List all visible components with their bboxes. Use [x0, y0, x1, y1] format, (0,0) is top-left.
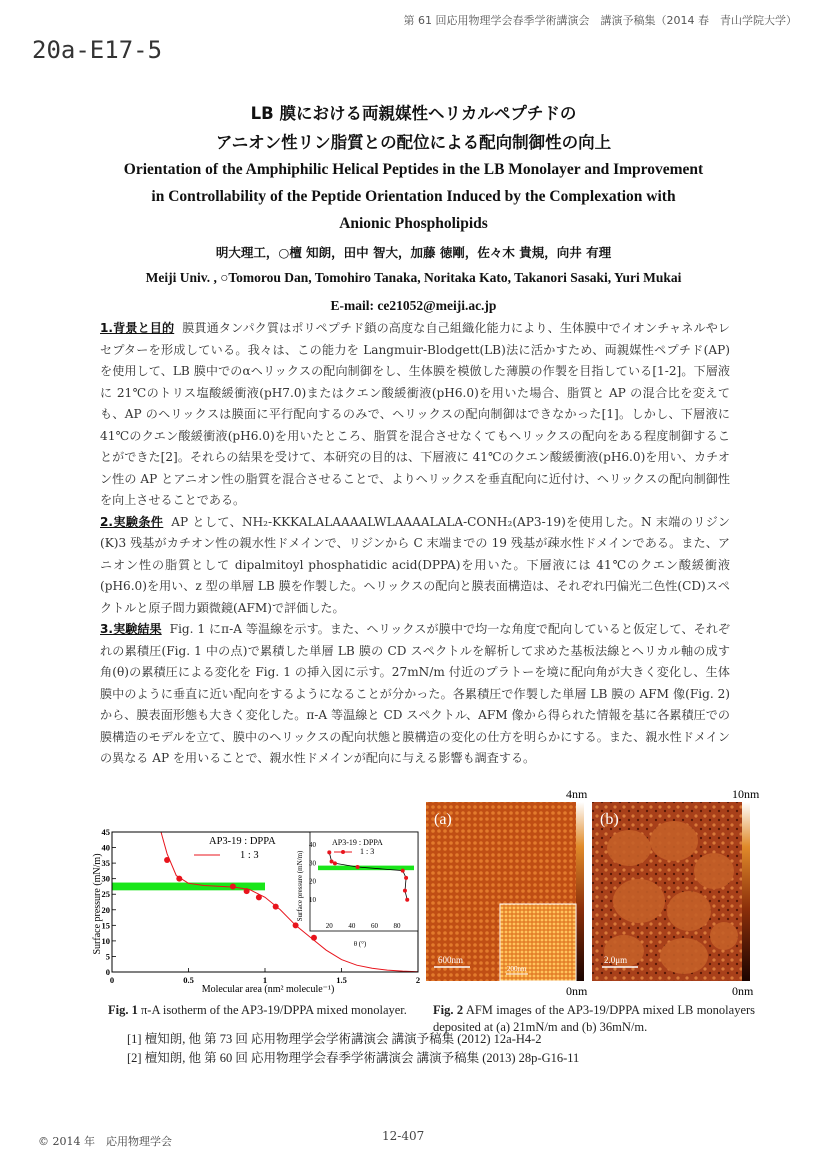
data-point	[176, 876, 182, 882]
reference-item: [2] 檀知朗, 他 第 60 回 応用物理学会春季学術講演会 講演予稿集 (2013) 28p-G16-11	[127, 1051, 580, 1065]
section-conditions	[100, 512, 730, 620]
authors-en: Meiji Univ. , ○Tomorou Dan, Tomohiro Tanaka, Noritaka Kato, Takanori Sasaki, Yuri Mukai	[145, 270, 682, 285]
inset-y-tick-label: 10	[309, 895, 316, 904]
inset-y-label: Surface pressure (mN/m)	[296, 850, 304, 922]
y-axis-label: Surface pressure (mN/m)	[92, 853, 103, 955]
fig1-caption-label: Fig. 1	[108, 1003, 138, 1017]
afm-label-a: (a)	[434, 811, 452, 828]
x-tick-label: 1	[262, 975, 268, 985]
fig1-caption-text: π-A isotherm of the AP3-19/DPPA mixed monolayer.	[140, 1003, 407, 1017]
afm-b-scale-bottom: 0nm	[732, 984, 754, 998]
body-text	[100, 318, 730, 770]
authors-ja: 明大理工，○檀 知朗，田中 智大，加藤 徳剛，佐々木 貴規，向井 有理	[215, 245, 612, 260]
data-point	[273, 904, 279, 910]
x-tick-label: 0	[109, 975, 115, 985]
inset-legend-marker	[341, 850, 345, 854]
inset-y-tick-label: 20	[309, 877, 316, 886]
y-tick-label: 10	[101, 935, 110, 946]
fig2-caption-text: AFM images of the AP3-19/DPPA mixed LB monolayers deposited at (a) 21mN/m and (b) 36mN/m.	[433, 1003, 756, 1034]
x-tick-label: 0.5	[183, 975, 194, 985]
email: E-mail: ce21052@meiji.ac.jp	[330, 298, 497, 313]
inset-data-point	[405, 898, 409, 902]
x-axis-label: Molecular area (nm² molecule⁻¹)	[201, 984, 335, 995]
x-tick-label: 1.5	[336, 975, 347, 985]
title-ja-line2: アニオン性リン脂質との配位による配向制御性の向上	[215, 133, 612, 152]
legend-label: AP3-19 : DPPA	[209, 836, 276, 847]
y-tick-label: 0	[105, 967, 110, 977]
afm-a-scale-top: 4nm	[566, 787, 588, 801]
title-en-line2: in Controllability of the Peptide Orientation Induced by the Complexation with	[151, 188, 676, 205]
afm-b-colorbar	[742, 802, 750, 981]
inset-y-tick-label: 40	[309, 841, 316, 850]
section-heading: 3.実験結果	[100, 622, 162, 636]
section-background	[100, 318, 730, 512]
data-point	[256, 894, 262, 900]
y-tick-label: 15	[101, 920, 110, 931]
afm-inset-scalebar-label: 200nm	[507, 965, 527, 973]
inset-data-point	[401, 869, 405, 873]
y-tick-label: 35	[101, 858, 110, 869]
inset-x-tick-label: 40	[348, 922, 356, 930]
inset-legend-label: AP3-19 : DPPA	[332, 838, 383, 847]
inset-data-point	[404, 876, 408, 880]
afm-b-scalebar-label: 2.0μm	[604, 955, 628, 965]
fig1-isotherm-chart	[92, 826, 422, 998]
title-en-line3: Anionic Phospholipids	[339, 215, 488, 232]
inset-x-label: θ (°)	[353, 940, 367, 948]
conference-header: 第 61 回応用物理学会春季学術講演会 講演予稿集（2014 春 青山学院大学）	[403, 14, 797, 27]
fig2-caption-label: Fig. 2	[433, 1003, 464, 1017]
afm-a-scalebar-label: 600nm	[438, 955, 464, 965]
inset-data-point	[403, 889, 407, 893]
data-point	[311, 935, 317, 941]
reference-item: [1] 檀知朗, 他 第 73 回 応用物理学会学術講演会 講演予稿集 (2012) 12a-H4-2	[127, 1032, 542, 1046]
section-heading: 1.背景と目的	[100, 321, 175, 335]
y-tick-label: 20	[101, 904, 110, 915]
afm-label-b: (b)	[600, 811, 619, 828]
abstract-code: 20a-E17-5	[32, 36, 163, 64]
x-tick-label: 2	[415, 975, 421, 985]
section-text: 膜貫通タンパク質はポリペプチド鎖の高度な自己組織化能力により、生体膜中でイオンチャネルやレセプターを形成している。我々は、この能力を Langmuir-Blodgett(LB)法に活かすため、両親媒性ペプチド(AP)を使用して、LB 膜中でのαヘリックスの配向制御をし、生体膜を模倣した薄膜の作製を目指している[1-2]。下層液に 21℃のトリス塩酸緩衝液(pH7.0)またはクエン酸緩衝液(pH6.0)を用いた場合、脂質と AP の混合比を変えても、AP のヘリックスは膜面に平行配向するのみで、ヘリックスの配向制御はできなかった[1]。しかし、下層液に 41℃のクエン酸緩衝液(pH6.0)を用いたところ、脂質を混合させなくてもヘリックスの配向をある程度制御することができた[2]。それらの結果を受けて、本研究の目的は、下層液に 41℃のクエン酸緩衝液(pH6.0)を用い、カチオン性の AP とアニオン性の脂質を混合させることで、よりヘリックスを垂直配向に近付け、ヘリックスの配向制御性を向上させることである。	[100, 321, 731, 507]
title-en-block	[60, 156, 767, 237]
section-text: Fig. 1 にπ-A 等温線を示す。また、ヘリックスが膜中で均一な角度で配向していると仮定して、それぞれの累積圧(Fig. 1 中の点)で累積した単層 LB 膜の CD スペクトルを解析して求めた基板法線とヘリカル軸の成す角(θ)の累積圧による変化を Fig. 1 の挿入図に示す。27mN/m 付近のプラトーを境に配向角が大きく変化し、生体膜中のように垂直に近い配向をするようになることが分かった。各累積圧で作製した単層 LB 膜の AFM 像(Fig. 2)から、膜表面形態も大きく変化した。π-A 等温線と CD スペクトル、AFM 像から得られた情報を基に各累積圧での膜構造のモデルを立て、膜中のヘリックスの配向状態と膜構造の変化の仕方を明らかにする。また、親水性ドメインの異なる AP を用いることで、親水性ドメインが配向に与える影響も調査する。	[100, 622, 730, 765]
y-tick-label: 40	[101, 842, 110, 853]
inset-x-tick-label: 60	[370, 922, 378, 930]
afm-a-scale-bottom: 0nm	[566, 984, 588, 998]
copyright: © 2014 年 応用物理学会	[38, 1135, 172, 1148]
inset-y-tick-label: 30	[309, 859, 316, 868]
y-tick-label: 30	[101, 873, 110, 884]
fig1-inset-chart	[296, 832, 418, 948]
data-point	[230, 883, 236, 889]
inset-x-tick-label: 20	[325, 922, 333, 930]
inset-data-point	[356, 865, 360, 869]
section-text: AP として、NH₂-KKKALALAAAALWLAAAALALA-CONH₂(AP3-19)を使用した。N 末端のリジン(K)3 残基がカチオン性の親水性ドメインで、リジンから C 末端までの 19 残基が疎水性ドメインである。また、アニオン性の脂質として dipalmitoyl phosphatidic acid(DPPA)を用いた。下層液には 41℃のクエン酸緩衝液(pH6.0)を用い、z 型の単層 LB 膜を作製した。ヘリックスの配向と膜表面構造は、それぞれ円偏光二色性(CD)スペクトルと原子間力顕微鏡(AFM)で評価した。	[100, 514, 730, 615]
inset-legend-ratio: 1 : 3	[360, 847, 375, 856]
legend-ratio: 1 : 3	[240, 850, 259, 861]
inset-data-point	[327, 850, 331, 854]
references	[127, 1030, 579, 1068]
title-en-line1: Orientation of the Amphiphilic Helical Peptides in the LB Monolayer and Improvement	[123, 161, 704, 178]
y-tick-label: 5	[105, 951, 110, 962]
y-tick-label: 45	[101, 827, 110, 837]
afm-b-scale-top: 10nm	[732, 787, 760, 801]
inset-data-point	[330, 860, 334, 864]
data-point	[244, 888, 250, 894]
inset-x-tick-label: 80	[393, 922, 401, 930]
fig1-caption	[108, 1002, 408, 1019]
fig2-afm-images	[424, 786, 762, 998]
title-ja-line1: LB 膜における両親媒性ヘリカルペプチドの	[250, 104, 577, 123]
data-point	[293, 922, 299, 928]
inset-data-point	[333, 861, 337, 865]
section-heading: 2.実験条件	[100, 514, 164, 529]
afm-a-colorbar	[576, 802, 584, 981]
data-point	[164, 857, 170, 863]
section-results	[100, 619, 730, 770]
y-tick-label: 25	[101, 889, 110, 900]
page-number: 12-407	[382, 1129, 425, 1143]
